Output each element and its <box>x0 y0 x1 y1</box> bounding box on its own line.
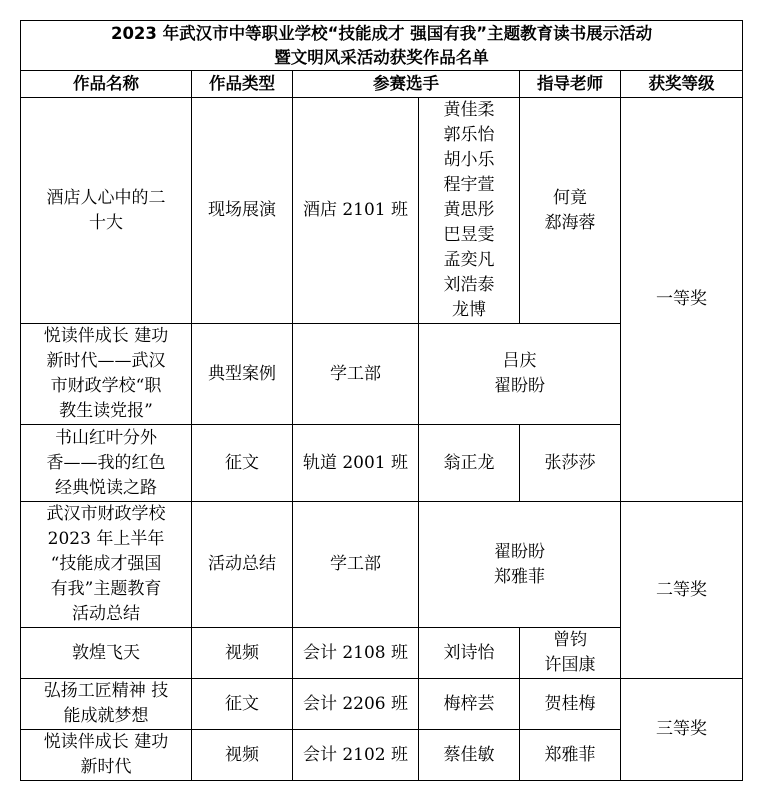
student-name: 程宇萱 <box>443 175 495 195</box>
teacher-cell: 张莎莎 <box>520 425 621 502</box>
work-name-cell <box>21 679 192 730</box>
work-type-cell: 现场展演 <box>192 98 293 324</box>
student-cell: 刘诗怡 <box>419 628 520 679</box>
teacher-name: 郄海蓉 <box>544 212 596 233</box>
work-name-line: 活动总结 <box>72 604 140 624</box>
student-name: 孟奕凡 <box>443 250 495 270</box>
work-name-line: 香——我的红色 <box>46 452 166 473</box>
work-type-cell: 征文 <box>192 425 293 502</box>
student-name: 黄佳柔 <box>443 100 495 120</box>
header-work-type: 作品类型 <box>192 71 293 98</box>
work-name-line: 教生读党报” <box>59 401 153 421</box>
work-name-cell <box>21 98 192 324</box>
title-row <box>21 21 743 71</box>
person-name: 翟盼盼 <box>494 541 545 562</box>
class-cell: 学工部 <box>293 502 419 628</box>
work-name-line: 新时代——武汉 <box>46 351 166 371</box>
work-name-cell <box>21 502 192 628</box>
teacher-cell: 贺桂梅 <box>520 679 621 730</box>
header-row <box>21 71 743 98</box>
work-type-cell: 典型案例 <box>192 324 293 425</box>
award-third-cell: 三等奖 <box>621 679 743 781</box>
header-work-name: 作品名称 <box>21 71 192 98</box>
award-list-table <box>20 20 743 781</box>
person-name: 吕庆 <box>502 351 537 371</box>
student-cell: 梅梓芸 <box>419 679 520 730</box>
class-cell: 会计 2102 班 <box>293 730 419 781</box>
work-type-cell: 活动总结 <box>192 502 293 628</box>
teacher-name: 曾钧 <box>553 630 587 650</box>
work-name-line: 能成就梦想 <box>63 706 149 726</box>
student-name: 郭乐怡 <box>443 125 495 145</box>
student-name: 刘浩泰 <box>443 275 495 295</box>
work-name-line: 武汉市财政学校 <box>46 504 166 524</box>
work-name-cell <box>21 324 192 425</box>
work-name-line: 市财政学校“职 <box>50 376 162 396</box>
class-cell: 酒店 2101 班 <box>293 98 419 324</box>
award-second-cell: 二等奖 <box>621 502 743 679</box>
work-name-line: 2023 年上半年 <box>47 529 165 549</box>
work-type-cell: 征文 <box>192 679 293 730</box>
document-title <box>21 21 743 71</box>
header-teacher: 指导老师 <box>520 71 621 98</box>
work-name-line: 经典悦读之路 <box>55 477 157 498</box>
work-name-line: 十大 <box>89 212 123 233</box>
work-name-line: 新时代 <box>80 757 132 777</box>
table-row <box>21 98 743 324</box>
work-name-cell: 敦煌飞天 <box>21 628 192 679</box>
work-name-line: 弘扬工匠精神 技 <box>43 681 169 701</box>
teacher-name: 何竟 <box>553 187 587 208</box>
work-name-cell <box>21 730 192 781</box>
work-name-line: 书山红叶分外 <box>55 427 157 448</box>
student-name: 胡小乐 <box>443 150 495 170</box>
table-row <box>21 679 743 730</box>
title-line-1: 2023 年武汉市中等职业学校“技能成才 强国有我”主题教育读书展示活动 <box>110 23 653 43</box>
class-cell: 学工部 <box>293 324 419 425</box>
participants-teachers-cell <box>419 324 621 425</box>
work-name-line: 酒店人心中的二 <box>46 187 166 208</box>
work-name-line: “技能成才强国 <box>50 554 162 574</box>
title-line-2: 暨文明风采活动获奖作品名单 <box>274 47 489 67</box>
teacher-cell <box>520 628 621 679</box>
work-name-line: 有我”主题教育 <box>50 579 162 599</box>
student-name: 龙博 <box>452 300 486 320</box>
student-cell <box>419 98 520 324</box>
student-cell: 翁正龙 <box>419 425 520 502</box>
person-name: 郑雅菲 <box>494 566 545 587</box>
work-name-cell <box>21 425 192 502</box>
header-award-level: 获奖等级 <box>621 71 743 98</box>
participants-teachers-cell <box>419 502 621 628</box>
student-name: 巴昱雯 <box>443 225 495 245</box>
work-type-cell: 视频 <box>192 730 293 781</box>
header-participants: 参赛选手 <box>293 71 520 98</box>
class-cell: 会计 2206 班 <box>293 679 419 730</box>
work-name-line: 悦读伴成长 建功 <box>43 732 169 752</box>
person-name: 翟盼盼 <box>494 376 545 396</box>
teacher-name: 许国康 <box>544 655 596 675</box>
table-row <box>21 502 743 628</box>
teacher-cell <box>520 98 621 324</box>
student-name: 黄思彤 <box>443 200 495 220</box>
work-type-cell: 视频 <box>192 628 293 679</box>
class-cell: 轨道 2001 班 <box>293 425 419 502</box>
class-cell: 会计 2108 班 <box>293 628 419 679</box>
work-name-line: 悦读伴成长 建功 <box>43 326 169 346</box>
teacher-cell: 郑雅菲 <box>520 730 621 781</box>
award-first-cell: 一等奖 <box>621 98 743 502</box>
student-cell: 蔡佳敏 <box>419 730 520 781</box>
